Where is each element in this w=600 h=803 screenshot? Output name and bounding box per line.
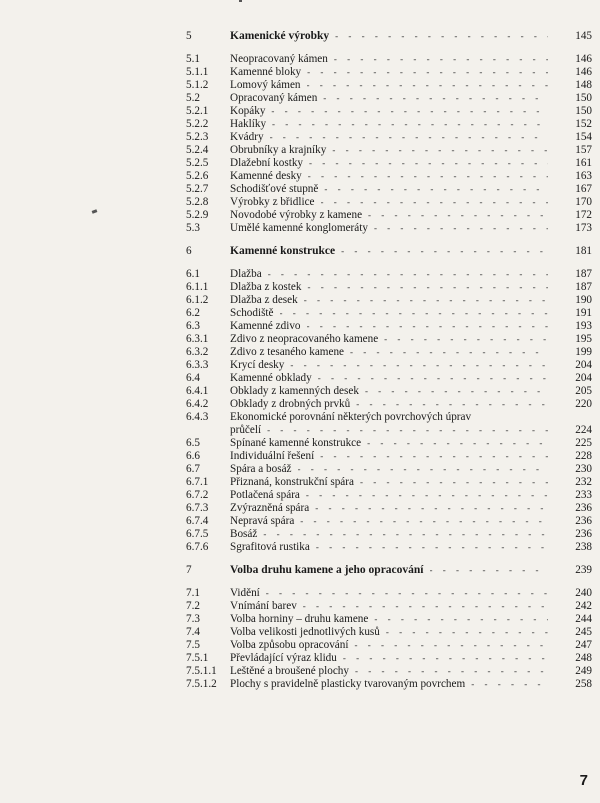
section-title-group [230,267,548,281]
section-number: 7.5.1.1 [186,665,217,677]
toc-chapter-row [0,244,600,258]
section-title-group [230,501,548,515]
page-reference: 191 [575,307,592,319]
section-number: 6.1.2 [186,294,209,306]
page-reference: 205 [575,385,592,397]
section-number: 5.2.4 [186,144,209,156]
section-title-group [230,169,548,183]
toc-row [0,169,600,183]
section-title-group [230,475,548,489]
dot-leader [309,156,548,170]
dot-leader [471,677,548,691]
dot-leader [267,423,548,437]
section-title-group [230,117,548,131]
page-reference: 240 [575,587,592,599]
section-number: 6.4.2 [186,398,209,410]
section-title: Výrobky z břidlice [230,196,315,208]
toc-row [0,156,600,170]
toc-row [0,130,600,144]
page-reference: 204 [575,372,592,384]
section-number: 6.7.1 [186,476,209,488]
section-number: 6.3.3 [186,359,209,371]
section-title: Zdivo z neopracovaného kamene [230,333,379,345]
section-title: Spínané kamenné konstrukce [230,437,362,449]
toc-row [0,599,600,613]
section-number: 6.2 [186,307,200,319]
page-reference: 236 [575,515,592,527]
section-title-group [230,612,548,626]
section-title-group [230,599,548,613]
page-reference: 161 [575,157,592,169]
section-title-group [230,65,548,79]
section-number: 5.2.8 [186,196,209,208]
section-number: 6.7.4 [186,515,209,527]
section-title-group [230,384,548,398]
section-title: Zdivo z tesaného kamene [230,346,345,358]
section-number: 7 [186,564,192,576]
section-title-group [230,358,548,372]
ink-mark [239,0,242,2]
dot-leader [430,563,548,577]
dot-leader [360,475,548,489]
section-title-group [230,677,548,691]
toc-row [0,182,600,196]
toc-row [0,358,600,372]
dot-leader [365,384,548,398]
section-title-group [230,638,548,652]
page-reference: 236 [575,528,592,540]
section-title-group [230,78,548,92]
section-title-group [230,221,548,235]
dot-leader [332,143,548,157]
toc-row [0,384,600,398]
section-title-group [230,208,548,222]
section-title: Opracovaný kámen [230,92,318,104]
page-reference: 248 [575,652,592,664]
section-title-group [230,244,548,258]
section-title: Kamenné konstrukce [230,245,336,257]
dot-leader [280,306,548,320]
section-number: 6.1 [186,268,200,280]
toc-row [0,306,600,320]
section-number: 5.2.5 [186,157,209,169]
section-number: 5.1.1 [186,66,209,78]
section-number: 6.3.2 [186,346,209,358]
page-reference: 152 [575,118,592,130]
page-reference: 173 [575,222,592,234]
dot-leader [271,104,548,118]
toc-row [0,436,600,450]
toc-row [0,91,600,105]
toc-row [0,221,600,235]
section-title: Volba druhu kamene a jeho opracování [230,564,424,576]
section-title: Leštěné a broušené plochy [230,665,349,677]
section-title-group [230,423,548,437]
dot-leader [303,599,548,613]
section-title-group [230,280,548,294]
toc-row [0,488,600,502]
section-title: Nepravá spára [230,515,295,527]
section-title: Novodobé výrobky z kamene [230,209,363,221]
toc-row [0,195,600,209]
section-title: Vidění [230,587,260,599]
toc-row [0,664,600,678]
page-reference: 204 [575,359,592,371]
section-title-group [230,514,548,528]
dot-leader [368,208,548,222]
section-title: Přiznaná, konstrukční spára [230,476,354,488]
dot-leader [374,221,548,235]
page-number: 7 [579,772,588,789]
page-reference: 157 [575,144,592,156]
toc-row [0,651,600,665]
dot-leader [266,586,548,600]
toc-row [0,410,600,424]
section-title: Převládající výraz klidu [230,652,337,664]
section-number: 5.2.3 [186,131,209,143]
dot-leader [290,358,548,372]
section-number: 6.5 [186,437,200,449]
dot-leader [367,436,548,450]
section-title-group [230,293,548,307]
section-number: 7.2 [186,600,200,612]
section-title-group [230,319,548,333]
section-title: Kamenné bloky [230,66,302,78]
dot-leader [335,29,548,43]
toc-row [0,78,600,92]
section-title: Plochy s pravidelně plasticky tvarovaným povrchem [230,678,466,690]
toc-row [0,423,600,437]
section-title: Potlačená spára [230,489,300,501]
dot-leader [272,117,548,131]
dot-leader [307,280,548,294]
section-number: 6.7.3 [186,502,209,514]
section-number: 6.1.1 [186,281,209,293]
section-title-group [230,143,548,157]
section-title: Sgrafitová rustika [230,541,310,553]
dot-leader [263,527,548,541]
section-number: 5.3 [186,222,200,234]
dot-leader [356,397,548,411]
toc-row [0,104,600,118]
toc-row [0,65,600,79]
page-reference: 199 [575,346,592,358]
toc-chapter-row [0,29,600,43]
page-reference: 181 [575,245,592,257]
page-reference: 163 [575,170,592,182]
section-number: 5.1.2 [186,79,209,91]
section-number: 6.7.5 [186,528,209,540]
page-reference: 258 [575,678,592,690]
section-title: Umělé kamenné konglomeráty [230,222,368,234]
page-reference: 232 [575,476,592,488]
dot-leader [350,345,548,359]
section-title-group [230,345,548,359]
section-title: Dlažba [230,268,262,280]
page-reference: 150 [575,105,592,117]
section-title-group [230,527,548,541]
dot-leader [323,91,548,105]
page-reference: 228 [575,450,592,462]
dot-leader [270,130,548,144]
section-title-group [230,586,548,600]
section-title: Krycí desky [230,359,285,371]
section-title: Haklíky [230,118,267,130]
section-title: Dlažba z desek [230,294,298,306]
toc-row [0,475,600,489]
section-number: 5 [186,30,192,42]
section-title: Obklady z drobných prvků [230,398,351,410]
section-title-group [230,332,548,346]
section-title-group [230,462,548,476]
section-title: Spára a bosáž [230,463,292,475]
section-title: Lomový kámen [230,79,301,91]
section-number: 5.2.9 [186,209,209,221]
page-reference: 154 [575,131,592,143]
toc-row [0,397,600,411]
section-title: Schodišťové stupně [230,183,319,195]
page-reference: 242 [575,600,592,612]
toc-row [0,345,600,359]
dot-leader [318,371,548,385]
page-reference: 220 [575,398,592,410]
dot-leader [324,182,548,196]
section-title: Kvádry [230,131,264,143]
section-title-group [230,182,548,196]
toc-row [0,319,600,333]
dot-leader [343,651,548,665]
section-title: Volba horniny – druhu kamene [230,613,369,625]
section-title: Zvýrazněná spára [230,502,310,514]
section-title-group [230,625,548,639]
section-title-group [230,91,548,105]
toc-row [0,462,600,476]
section-number: 6.7.2 [186,489,209,501]
section-title: Volba způsobu opracování [230,639,349,651]
toc-row [0,332,600,346]
section-number: 6.4 [186,372,200,384]
toc-row [0,117,600,131]
section-title: Schodiště [230,307,274,319]
dot-leader [308,169,548,183]
section-number: 6.3 [186,320,200,332]
page-reference: 187 [575,281,592,293]
page-reference: 150 [575,92,592,104]
section-title-group [230,306,548,320]
section-number: 6.4.3 [186,411,209,423]
toc-row [0,143,600,157]
dot-leader [316,540,548,554]
dot-leader [307,65,548,79]
page-reference: 225 [575,437,592,449]
page-reference: 146 [575,53,592,65]
section-title-group [230,397,548,411]
dot-leader [354,638,548,652]
section-title: Volba velikosti jednotlivých kusů [230,626,380,638]
page-reference: 236 [575,502,592,514]
page-reference: 146 [575,66,592,78]
section-title: Kamenné desky [230,170,302,182]
page-reference: 195 [575,333,592,345]
page-reference: 190 [575,294,592,306]
section-title-group [230,563,548,577]
page-reference: 170 [575,196,592,208]
section-number: 7.3 [186,613,200,625]
section-title-group [230,371,548,385]
toc-row [0,52,600,66]
toc-row [0,501,600,515]
dot-leader [341,244,548,258]
section-title: Individuální řešení [230,450,315,462]
section-title-group [230,29,548,43]
section-title: Obklady z kamenných desek [230,385,359,397]
section-number: 5.2 [186,92,200,104]
page-reference: 187 [575,268,592,280]
section-title-group [230,104,548,118]
section-number: 7.5.1.2 [186,678,217,690]
toc-row [0,677,600,691]
page-reference: 167 [575,183,592,195]
page-reference: 245 [575,626,592,638]
dot-leader [355,664,548,678]
section-number: 6.7.6 [186,541,209,553]
toc-row [0,267,600,281]
section-title: Neopracovaný kámen [230,53,328,65]
section-title-group [230,651,548,665]
dot-leader [374,612,548,626]
section-number: 6 [186,245,192,257]
section-number: 5.2.1 [186,105,209,117]
dot-leader [268,267,548,281]
section-number: 5.2.7 [186,183,209,195]
section-number: 7.5 [186,639,200,651]
toc-row [0,612,600,626]
toc-row [0,514,600,528]
page-reference: 238 [575,541,592,553]
dot-leader [320,449,548,463]
section-title: Bosáž [230,528,258,540]
toc-row [0,371,600,385]
section-title: Kamenné zdivo [230,320,301,332]
section-title: Dlažba z kostek [230,281,302,293]
section-title-group [230,410,548,424]
dot-leader [306,488,548,502]
section-title-group [230,130,548,144]
section-number: 7.1 [186,587,200,599]
section-number: 5.1 [186,53,200,65]
page-reference: 172 [575,209,592,221]
dot-leader [334,52,548,66]
toc-row [0,625,600,639]
section-number: 6.6 [186,450,200,462]
section-title-group [230,664,548,678]
page-reference: 224 [575,424,592,436]
section-number: 7.5.1 [186,652,209,664]
toc-row [0,280,600,294]
section-number: 6.7 [186,463,200,475]
toc-row [0,208,600,222]
section-title: průčelí [230,424,262,436]
toc-row [0,293,600,307]
toc-row [0,449,600,463]
section-number: 6.3.1 [186,333,209,345]
section-title-group [230,488,548,502]
dot-leader [307,319,548,333]
toc-chapter-row [0,563,600,577]
section-title: Obrubníky a krajníky [230,144,327,156]
section-title: Kamenické výrobky [230,30,330,42]
page-reference: 148 [575,79,592,91]
page-reference: 247 [575,639,592,651]
dot-leader [386,625,548,639]
section-title-group [230,195,548,209]
page-reference: 244 [575,613,592,625]
toc-row [0,586,600,600]
dot-leader [304,293,548,307]
section-title: Dlažební kostky [230,157,304,169]
toc-row [0,540,600,554]
section-title-group [230,52,548,66]
page-reference: 230 [575,463,592,475]
dot-leader [307,78,548,92]
section-title-group [230,540,548,554]
section-number: 5.2.6 [186,170,209,182]
section-title: Kamenné obklady [230,372,312,384]
section-title: Ekonomické porovnání některých povrchových úprav [230,411,472,423]
page-reference: 193 [575,320,592,332]
section-number: 7.4 [186,626,200,638]
toc-row [0,527,600,541]
section-title: Kopáky [230,105,266,117]
dot-leader [300,514,548,528]
dot-leader [321,195,548,209]
page-reference: 239 [575,564,592,576]
page-reference: 233 [575,489,592,501]
section-title-group [230,156,548,170]
dot-leader [384,332,548,346]
section-number: 6.4.1 [186,385,209,397]
page-reference: 145 [575,30,592,42]
dot-leader [298,462,548,476]
section-title-group [230,449,548,463]
toc-row [0,638,600,652]
section-title-group [230,436,548,450]
section-title: Vnímání barev [230,600,297,612]
dot-leader [315,501,548,515]
page-reference: 249 [575,665,592,677]
section-number: 5.2.2 [186,118,209,130]
